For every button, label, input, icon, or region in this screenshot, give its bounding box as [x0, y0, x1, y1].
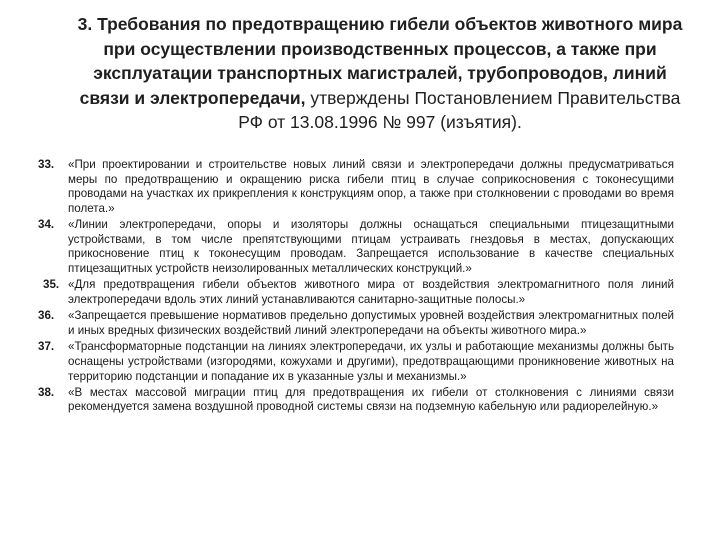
- item-number: 34.: [38, 218, 55, 232]
- item-number: 37.: [38, 340, 55, 354]
- slide-title-regular: утверждены Постановлением Правительства РФ от 13.08.1996 № 997 (изъятия).: [238, 87, 681, 132]
- regulation-item-37: [38, 340, 674, 384]
- item-number: 35.: [43, 278, 60, 292]
- regulation-item-33: [38, 158, 674, 216]
- item-number: 36.: [38, 309, 55, 323]
- item-text: «Трансформаторные подстанции на линиях электропередачи, их узлы и работающие механизмы должны быть оснащены устройствами (изгородями, кожухами и другими), предотвращающими проникновение животных на территорию подстанции и попадание их в указанные узлы и механизмы.»: [68, 340, 674, 383]
- item-text: «При проектировании и строительстве новых линий связи и электропередачи должны предусматриваться меры по предотвращению и окращению риска гибели птиц в случае соприкосновения с токонесущими проводами на участках их прикрепления к конструкциям опор, а также при столкновении с проводами во время полета.»: [68, 158, 674, 215]
- item-text: «Линии электропередачи, опоры и изоляторы должны оснащаться специальными птицезащитными устройствами, в том числе препятствующими птицам устраивать гнездовья в местах, допускающих прикосновение птиц к токонесущим проводам. Запрещается использование в качестве специальных птицезащитных устройств неизолированных металлических конструкций.»: [68, 218, 674, 275]
- item-number: 38.: [38, 385, 55, 399]
- item-text: «Для предотвращения гибели объектов животного мира от воздействия электромагнитного поля линий электропередачи вдоль этих линий устанавливаются санитарно-защитные полосы.»: [68, 278, 674, 306]
- item-number: 33.: [38, 158, 55, 171]
- slide-title-bold: 3. Требования по предотвращению гибели объектов животного мира при осуществлении производственных процессов, а также при эксплуатации транспортных магистралей, трубопроводов, линий связи и электропередачи,: [77, 14, 683, 108]
- item-text: «В местах массовой миграции птиц для предотвращения их гибели от столкновения с линиями связи рекомендуется замена воздушной проводной системы связи на подземную кабельную или радиорелейную.»: [68, 385, 674, 414]
- regulation-item-34: [38, 218, 674, 276]
- regulation-item-36: [38, 309, 674, 338]
- regulation-items-list: [38, 158, 674, 417]
- regulation-item-35: [38, 278, 674, 307]
- slide-title: [70, 12, 690, 135]
- regulation-item-38: [38, 386, 674, 415]
- item-text: «Запрещается превышение нормативов предельно допустимых уровней воздействия электромагнитных полей и иных вредных физических воздействий линий электропередачи на объекты животного мира.»: [68, 309, 674, 337]
